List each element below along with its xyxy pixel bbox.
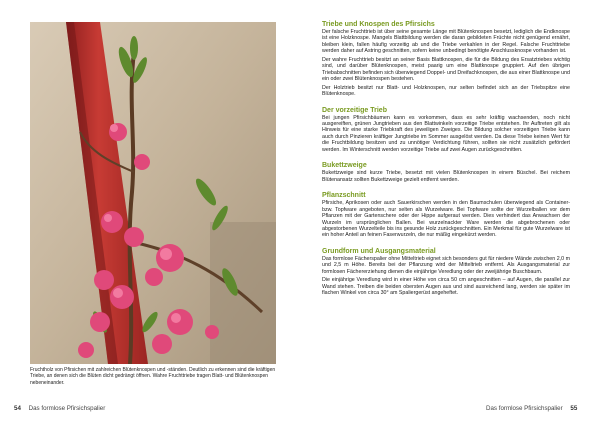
section-heading: Triebe und Knospen des Pfirsichs: [322, 21, 435, 28]
paragraph: Der falsche Fruchttrieb ist über seine gesamte Länge mit Blütenknospen besetzt, lediglich die Endknospe ist eine Holzknospe. Mangels Blattbildung werden die daran gebildeten Früchte nicht genügend ernährt, bleiben klein, fallen häufig vorzeitig ab und die Triebe verkahlen in der Regel. Falsche Fruchttriebe werden daher auf Astring geschnitten, sofern keine unbedingt benötigte Anschlussknospe vorhanden ist.: [322, 29, 570, 55]
photo-caption: Fruchtholz von Pfirsichen mit zahlreichen Blütenknospen und -ständen. Deutlich zu erkennen sind die kräftigen Triebe, an denen sich die Blüten dicht gedrängt öffnen. Wahre Fruchttriebe tragen Blatt- und Blütenknospen nebeneinander.: [30, 367, 276, 386]
page-number-right: 55: [570, 405, 578, 412]
photo-illustration: [30, 22, 276, 364]
footer-title-right: Das formlose Pfirsichspalier: [486, 405, 563, 412]
section-heading: Der vorzeitige Trieb: [322, 106, 387, 114]
section-heading: Bukettzweige: [322, 162, 367, 170]
section-heading: Pflanzschnitt: [322, 192, 366, 200]
paragraph: Bukettzweige sind kurze Triebe, besetzt mit vielen Blütenknospen in einem Büschel. Bei reichem Blütenansatz sollten Bukettzweige gezielt entfernt werden.: [322, 170, 570, 183]
page-number-left: 54: [14, 405, 21, 412]
text-column: [322, 21, 570, 299]
left-footer: [14, 405, 105, 412]
footer-title-left: Das formlose Pfirsichspalier: [28, 405, 106, 412]
section-heading: Grundform und Ausgangsmaterial: [322, 247, 436, 255]
paragraph: Bei jungen Pfirsichbäumen kann es vorkommen, dass es sehr kräftig wachsenden, noch nicht ausgereiften, grünen Jungtrieben aus den Blattwinkeln vorzeitige Triebe entstehen. Ihr Auftreten gilt als Hinweis für eine starke Triebkraft des jeweiligen Zweiges. Die Bildung solcher vorzeitigen Triebe kann auch durch Pinzieren kräftiger Jungtriebe im Sommer ausgelöst werden. Da diese Triebe keinen Wert für die Fruchtbildung besitzen und zu unnötiger Verdichtung führen, sollten sie nicht zusätzlich gefördert werden. Im Winterschnitt werden vorzeitige Triebe auf zwei Augen zurückgeschnitten.: [322, 114, 570, 153]
paragraph: Pfirsiche, Aprikosen oder auch Sauerkirschen werden in den Baumschulen überwiegend als Container- bzw. Topfware angeboten, nur selten als Wurzelware. Bei Topfware sollte der Wurzelballen vor dem Pflanzen mit der Gartenschere oder der Hippe aufgeraut werden. Dies verhindert das Anwachsen der Wurzeln im ursprünglichen Ballen. Bei wurzelnackter Ware werden die abgebrochenen oder abgestorbenen Wurzelteile bis ins gesunde Holz zurückgeschnitten. Ein Merkmal für gute Wurzelware ist ein hoher Anteil an feinen Faserwurzeln, die nur mäßig eingekürzt werden.: [322, 200, 570, 239]
paragraph: Das formlose Fächerspalier ohne Mitteltrieb eignet sich besonders gut für niedere Wände zwischen 2,0 m und 2,5 m Höhe. Bereits bei der Pflanzung wird der Mitteltrieb entfernt. Als Ausgangsmaterial zur formlosen Fächererziehung dienen die einjährige Veredlung oder der zweijährige Buschbaum.: [322, 255, 570, 275]
right-footer: [486, 405, 577, 412]
paragraph: Der Holztrieb besitzt nur Blatt- und Holzknospen, nur selten befindet sich an der Triebspitze eine Blütenknospe.: [322, 84, 570, 98]
peach-blossom-photo: [30, 22, 276, 364]
paragraph: Die einjährige Veredlung wird in einer Höhe von circa 50 cm angeschnitten – auf Augen, die parallel zur Wand stehen. Treiben die beiden obersten Augen aus und sind ausreichend lang, werden sie später im flachen Winkel von circa 30° am Spaliergerüst angeheftet.: [322, 277, 570, 297]
paragraph: Der wahre Fruchttrieb besitzt an seiner Basis Blattknospen, die für die Bildung des Ersatztriebes wichtig sind, und darüber Blütenknospen, meist paarig um eine Blattknospe gruppiert. Auf den übrigen Triebabschnitten befinden sich überwiegend Doppel- und Dreifachknospen, die aus einer Blattknospe und ein oder zwei Blütenknospen bestehen.: [322, 56, 570, 83]
